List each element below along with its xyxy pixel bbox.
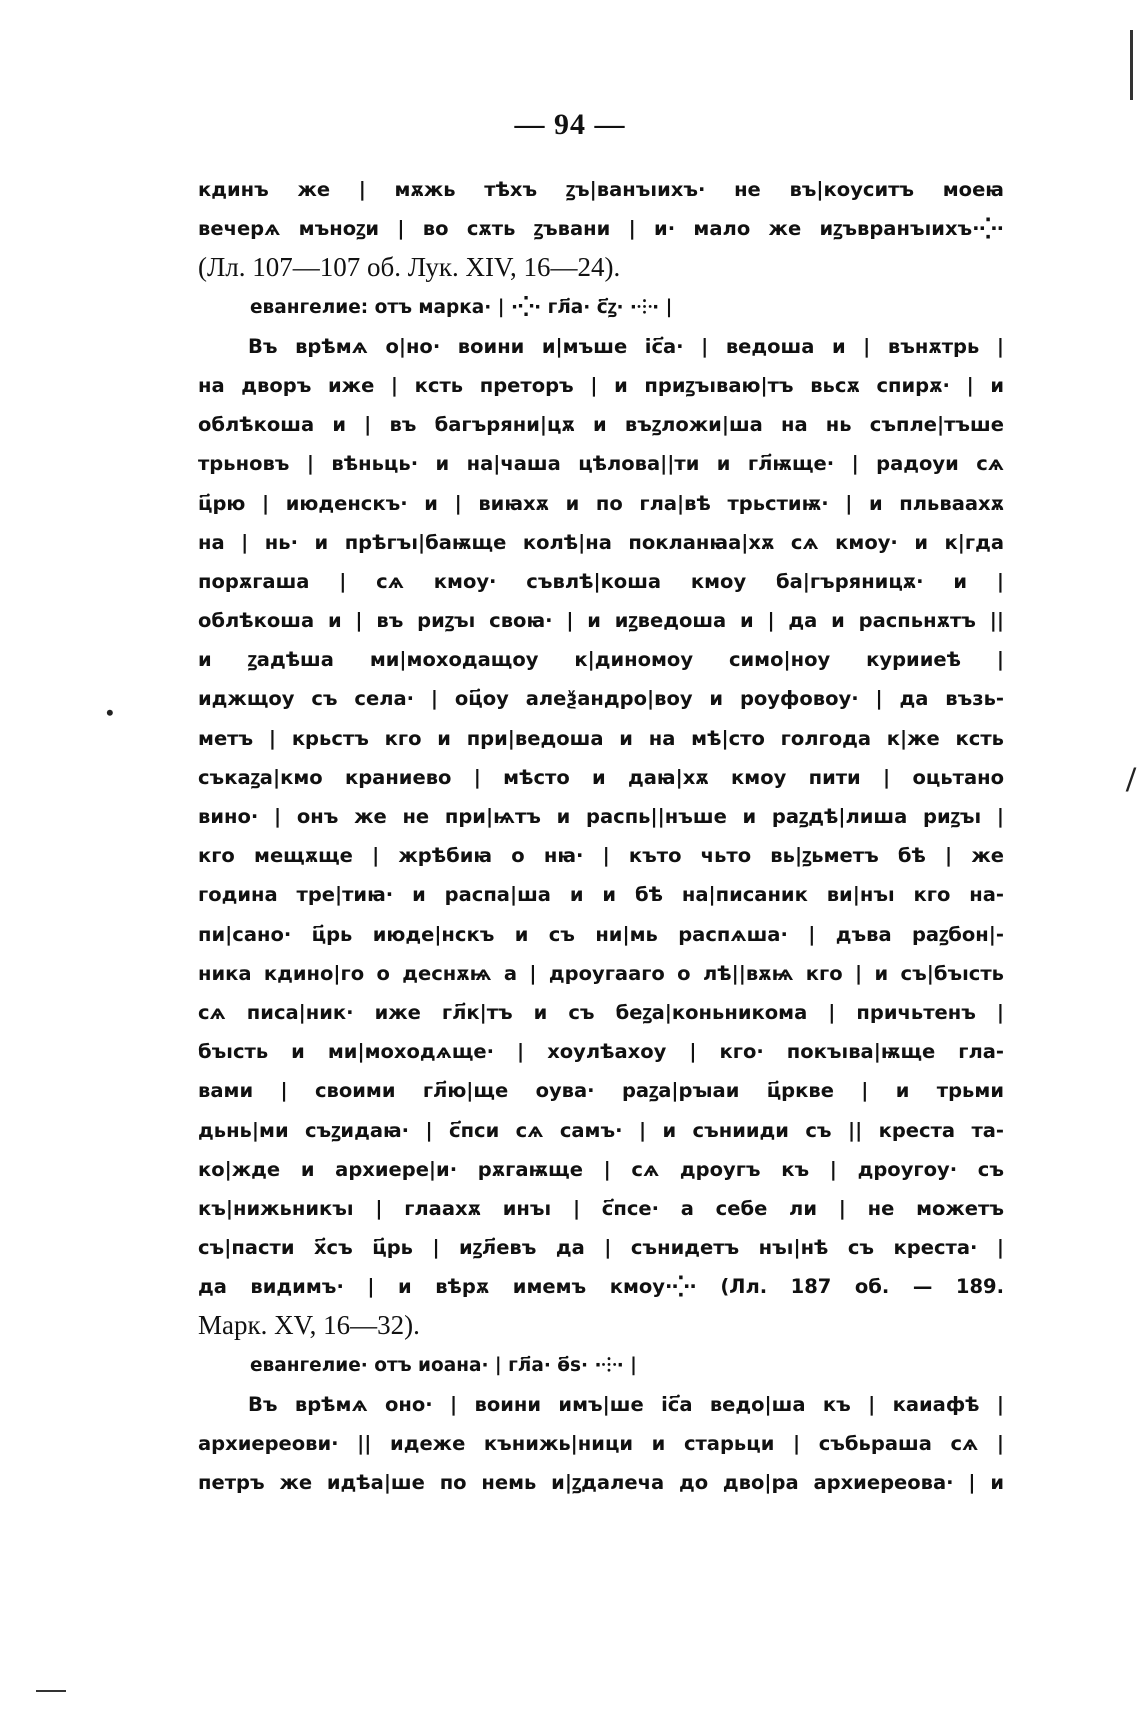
- text-line: и ꙁадѣша ми|моходащоу к|диномоу симо|ноу курииеѣ |: [198, 648, 1004, 672]
- margin-stray-mark: /: [1126, 759, 1137, 799]
- text-line: Въ врѣмѧ о|но· воини и|мъше іс҃а· | ведоша и | вънѫтрь |: [248, 334, 1004, 358]
- text-line: петръ же идѣа|ше по немь и|ꙁдалеча до дво|ра архиереова· | и: [198, 1471, 1004, 1495]
- text-line: облѣкоша и | въ багъряни|цѫ и въꙁложи|ша на нь съпле|тъше: [198, 413, 1004, 437]
- text-line: Въ врѣмѧ оно· | воини имъ|ше іс҃а ведо|ша къ | каиафѣ |: [248, 1392, 1004, 1416]
- text-line: съкаꙁа|кмо краниево | мѣсто и даꙗ|хѫ кмоу пити | оцьтано: [198, 765, 1004, 789]
- text-line: кдинъ же | мѫжь тѣхъ ꙁъ|ванъıихъ· не въ|коуситъ моеꙗ: [198, 178, 1004, 201]
- text-line: къ|нижьникъı | глаахѫ инъı | с҃псе· а себе ли | не можетъ: [198, 1196, 1004, 1220]
- text-line: ника кдино|го о деснѫѩ а | дроугаaго о лѣ||вѫѩ кго | и съ|бъıсть: [198, 961, 1004, 985]
- text-line: трьновъ | вѣньць· и на|чаша цѣлова||ти и гл҃ѭще· | радоуи сѧ: [198, 452, 1004, 476]
- text-line: Марк. XV, 16—32).: [198, 1310, 420, 1341]
- text-line: на | нь· и прѣгъı|баѭще колѣ|на покланꙗа|хѫ сѧ кмоу· и к|гда: [198, 530, 1004, 554]
- text-line: вино· | онъ же не при|ѩтъ и распь||нъше и раꙁдѣ|лиша риꙁъı |: [198, 805, 1004, 828]
- text-line: (Лл. 107—107 об. Лук. XIV, 16—24).: [198, 252, 621, 283]
- text-line: кго мещѫще | жрѣбиꙗ о нꙗ· | къто чьто вь|ꙁьметъ бѣ | же: [198, 844, 1004, 868]
- margin-dot-mark: •: [106, 700, 114, 725]
- text-line: иджщоу съ села· | оц҃оу алеѯандро|воу и роуфовоу· | да възь-: [198, 687, 1004, 711]
- text-line: метъ | крьстъ кго и при|ведоша и на мѣ|сто голгода к|же ксть: [198, 726, 1004, 750]
- text-line: да видимъ· | и вѣрѫ имемъ кмоу·⁛· (Лл. 187 об. — 189.: [198, 1275, 1004, 1299]
- text-line: вечерѧ мъноꙁи | во сѫть ꙁъвани | и· мало же иꙁъвранъıихъ·⁛·: [198, 217, 1004, 241]
- text-line: порѫгаша | сѧ кмоу· съвлѣ|коша кмоу ба|гъряницѫ· и |: [198, 569, 1004, 593]
- text-line: сѧ писа|ник· иже гл҃к|тъ и съ беꙁа|коньникома | причьтенъ |: [198, 1000, 1004, 1024]
- text-line: ц҃рю | июденскъ· и | виꙗхѫ и по гла|вѣ трьстиѭ· | и пльваахѫ: [198, 491, 1004, 515]
- margin-rule-mark: [1130, 30, 1133, 100]
- text-line: архиереови· || идеже кънижь|ници и старьци | събьраша сѧ |: [198, 1432, 1004, 1455]
- text-line: евангелие: отъ марка· | ·⁛· гл҃а· с҃ꙁ· ·⸭· |: [250, 296, 673, 318]
- text-line: дьнь|ми съꙁидаꙗ· | с҃пси сѧ самъ· | и сънииди съ || креста та-: [198, 1118, 1004, 1142]
- text-line: съ|пасти х҃съ ц҃рь | иꙁл҃евъ да | сънидетъ нъı|нѣ съ креста· |: [198, 1236, 1004, 1260]
- text-line: бъıсть и ми|моходѧще· | хоулѣахоу | кго· покъıва|ѭще гла-: [198, 1040, 1004, 1064]
- text-line: пи|сано· ц҃рь июде|нскъ и съ ни|мь распѧша· | дъва раꙁбон|-: [198, 922, 1004, 946]
- text-line: облѣкоша и | въ риꙁъı своꙗ· | и иꙁведоша и | да и распьнѫтъ ||: [198, 609, 1004, 633]
- margin-dash-mark: [36, 1690, 66, 1692]
- text-line: вами | своими гл҃ю|ще оува· раꙁа|рꙑаи ц҃ркве | и трьми: [198, 1079, 1004, 1103]
- text-line: ко|жде и архиере|и· рѫгаѭще | сѧ дроугъ къ | дроугоу· съ: [198, 1157, 1004, 1181]
- page-number: — 94 —: [514, 108, 626, 141]
- page-text: [198, 170, 1004, 1502]
- text-line: годинa тре|тиꙗ· и распа|ша и и бѣ на|писаник ви|нъı кго на-: [198, 883, 1004, 907]
- text-line: евангелие· отъ иоана· | гл҃а· ѳ҃s· ·⸭· |: [250, 1354, 637, 1376]
- text-line: на дворъ иже | ксть преторъ | и приꙁъıваю|тъ вьсѫ спирѫ· | и: [198, 373, 1004, 397]
